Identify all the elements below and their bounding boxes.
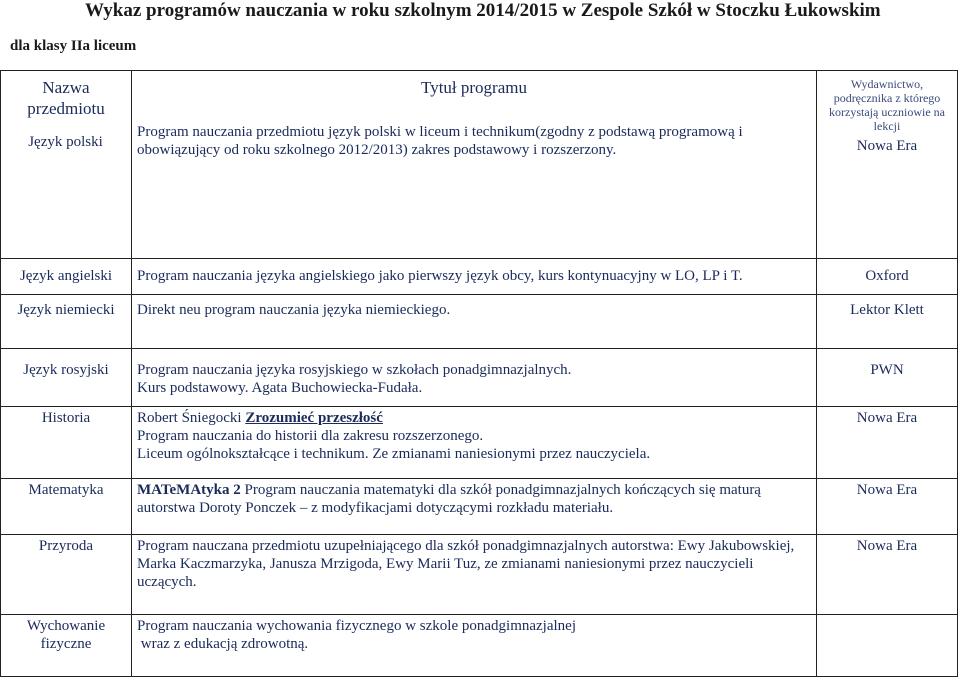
publisher-rosyjski: PWN [817,349,958,407]
table-row [1,479,958,535]
program-wf-line-2: wraz z edukacją zdrowotną. [137,636,309,652]
program-niemiecki: Direkt neu program nauczania języka niemieckiego. [132,295,817,349]
program-historia-line-0 [137,409,811,427]
publisher-niemiecki: Lektor Klett [817,295,958,349]
matematyka-rest: Program nauczania matematyki dla szkół ponadgimnazjalnych kończących się maturą autorstwa Doroty Ponczek – z modyfikacjami dotyczącymi rozkładu materiału. [137,482,761,516]
header-subject: Nazwa przedmiotu [1,71,132,259]
table-row [1,349,958,407]
header-row [1,71,958,123]
table-row [1,295,958,349]
document-title: Wykaz programów nauczania w roku szkolnym 2014/2015 w Zespole Szkół w Stoczku Łukowskim [85,0,881,21]
header-publisher: Wydawnictwo, podręcznika z którego korzystają uczniowie na lekcji [829,77,945,133]
publisher-matematyka: Nowa Era [817,479,958,535]
program-historia-line-2: Liceum ogólnokształcące i technikum. Ze zmianami naniesionymi przez nauczyciela. [137,446,651,462]
historia-author: Robert Śniegocki [137,410,242,426]
header-program: Tytuł programu [132,71,817,123]
subject-rosyjski: Język rosyjski [1,349,132,407]
subject-niemiecki: Język niemiecki [1,295,132,349]
publisher-angielski: Oxford [817,259,958,295]
publisher-wf [817,615,958,677]
program-historia-cell [132,407,817,479]
subject-wf: Wychowanie fizyczne [1,615,132,677]
class-subtitle: dla klasy IIa liceum [10,38,137,54]
subject-angielski: Język angielski [1,259,132,295]
table-row [1,615,958,677]
program-historia-line-1: Program nauczania do historii dla zakresu rozszerzonego. [137,428,484,444]
program-matematyka-cell [132,479,817,535]
subject-matematyka: Matematyka [1,479,132,535]
program-rosyjski-line-2: Kurs podstawowy. Agata Buchowiecka-Fudała. [137,380,423,396]
subject-polski: Język polski [28,134,103,150]
program-polski: Program nauczania przedmiotu język polski w liceum i technikum(zgodny z podstawą programową i obowiązujący od roku szkolnego 2012/2013) zakres podstawowy i rozszerzony. [132,123,817,259]
publisher-przyroda: Nowa Era [817,535,958,615]
publisher-polski: Nowa Era [856,138,918,154]
program-rosyjski-line-1: Program nauczania języka rosyjskiego w szkołach ponadgimnazjalnych. [137,362,572,378]
program-przyroda: Program nauczana przedmiotu uzupełniającego dla szkół ponadgimnazjalnych autorstwa: Ewy Jakubowskiej, Marka Kaczmarzyka, Janusza Mrzigoda, Ewy Marii Tuz, ze zmianami naniesionymi przez nauczycieli uczących. [132,535,817,615]
table-row [1,123,958,259]
matematyka-title: MATeMAtyka 2 [137,482,241,498]
program-table [0,70,958,677]
table-row [1,535,958,615]
table-row [1,407,958,479]
historia-book: Zrozumieć przeszłość [245,410,383,426]
program-wf-cell [132,615,817,677]
program-rosyjski-cell [132,349,817,407]
publisher-historia: Nowa Era [817,407,958,479]
program-angielski: Program nauczania języka angielskiego jako pierwszy język obcy, kurs kontynuacyjny w LO, LP i T. [132,259,817,295]
table-row [1,259,958,295]
header-publisher-cell [817,71,958,259]
subject-historia: Historia [1,407,132,479]
program-wf-line-1: Program nauczania wychowania fizycznego w szkole ponadgimnazjalnej [137,618,576,634]
subject-przyroda: Przyroda [1,535,132,615]
